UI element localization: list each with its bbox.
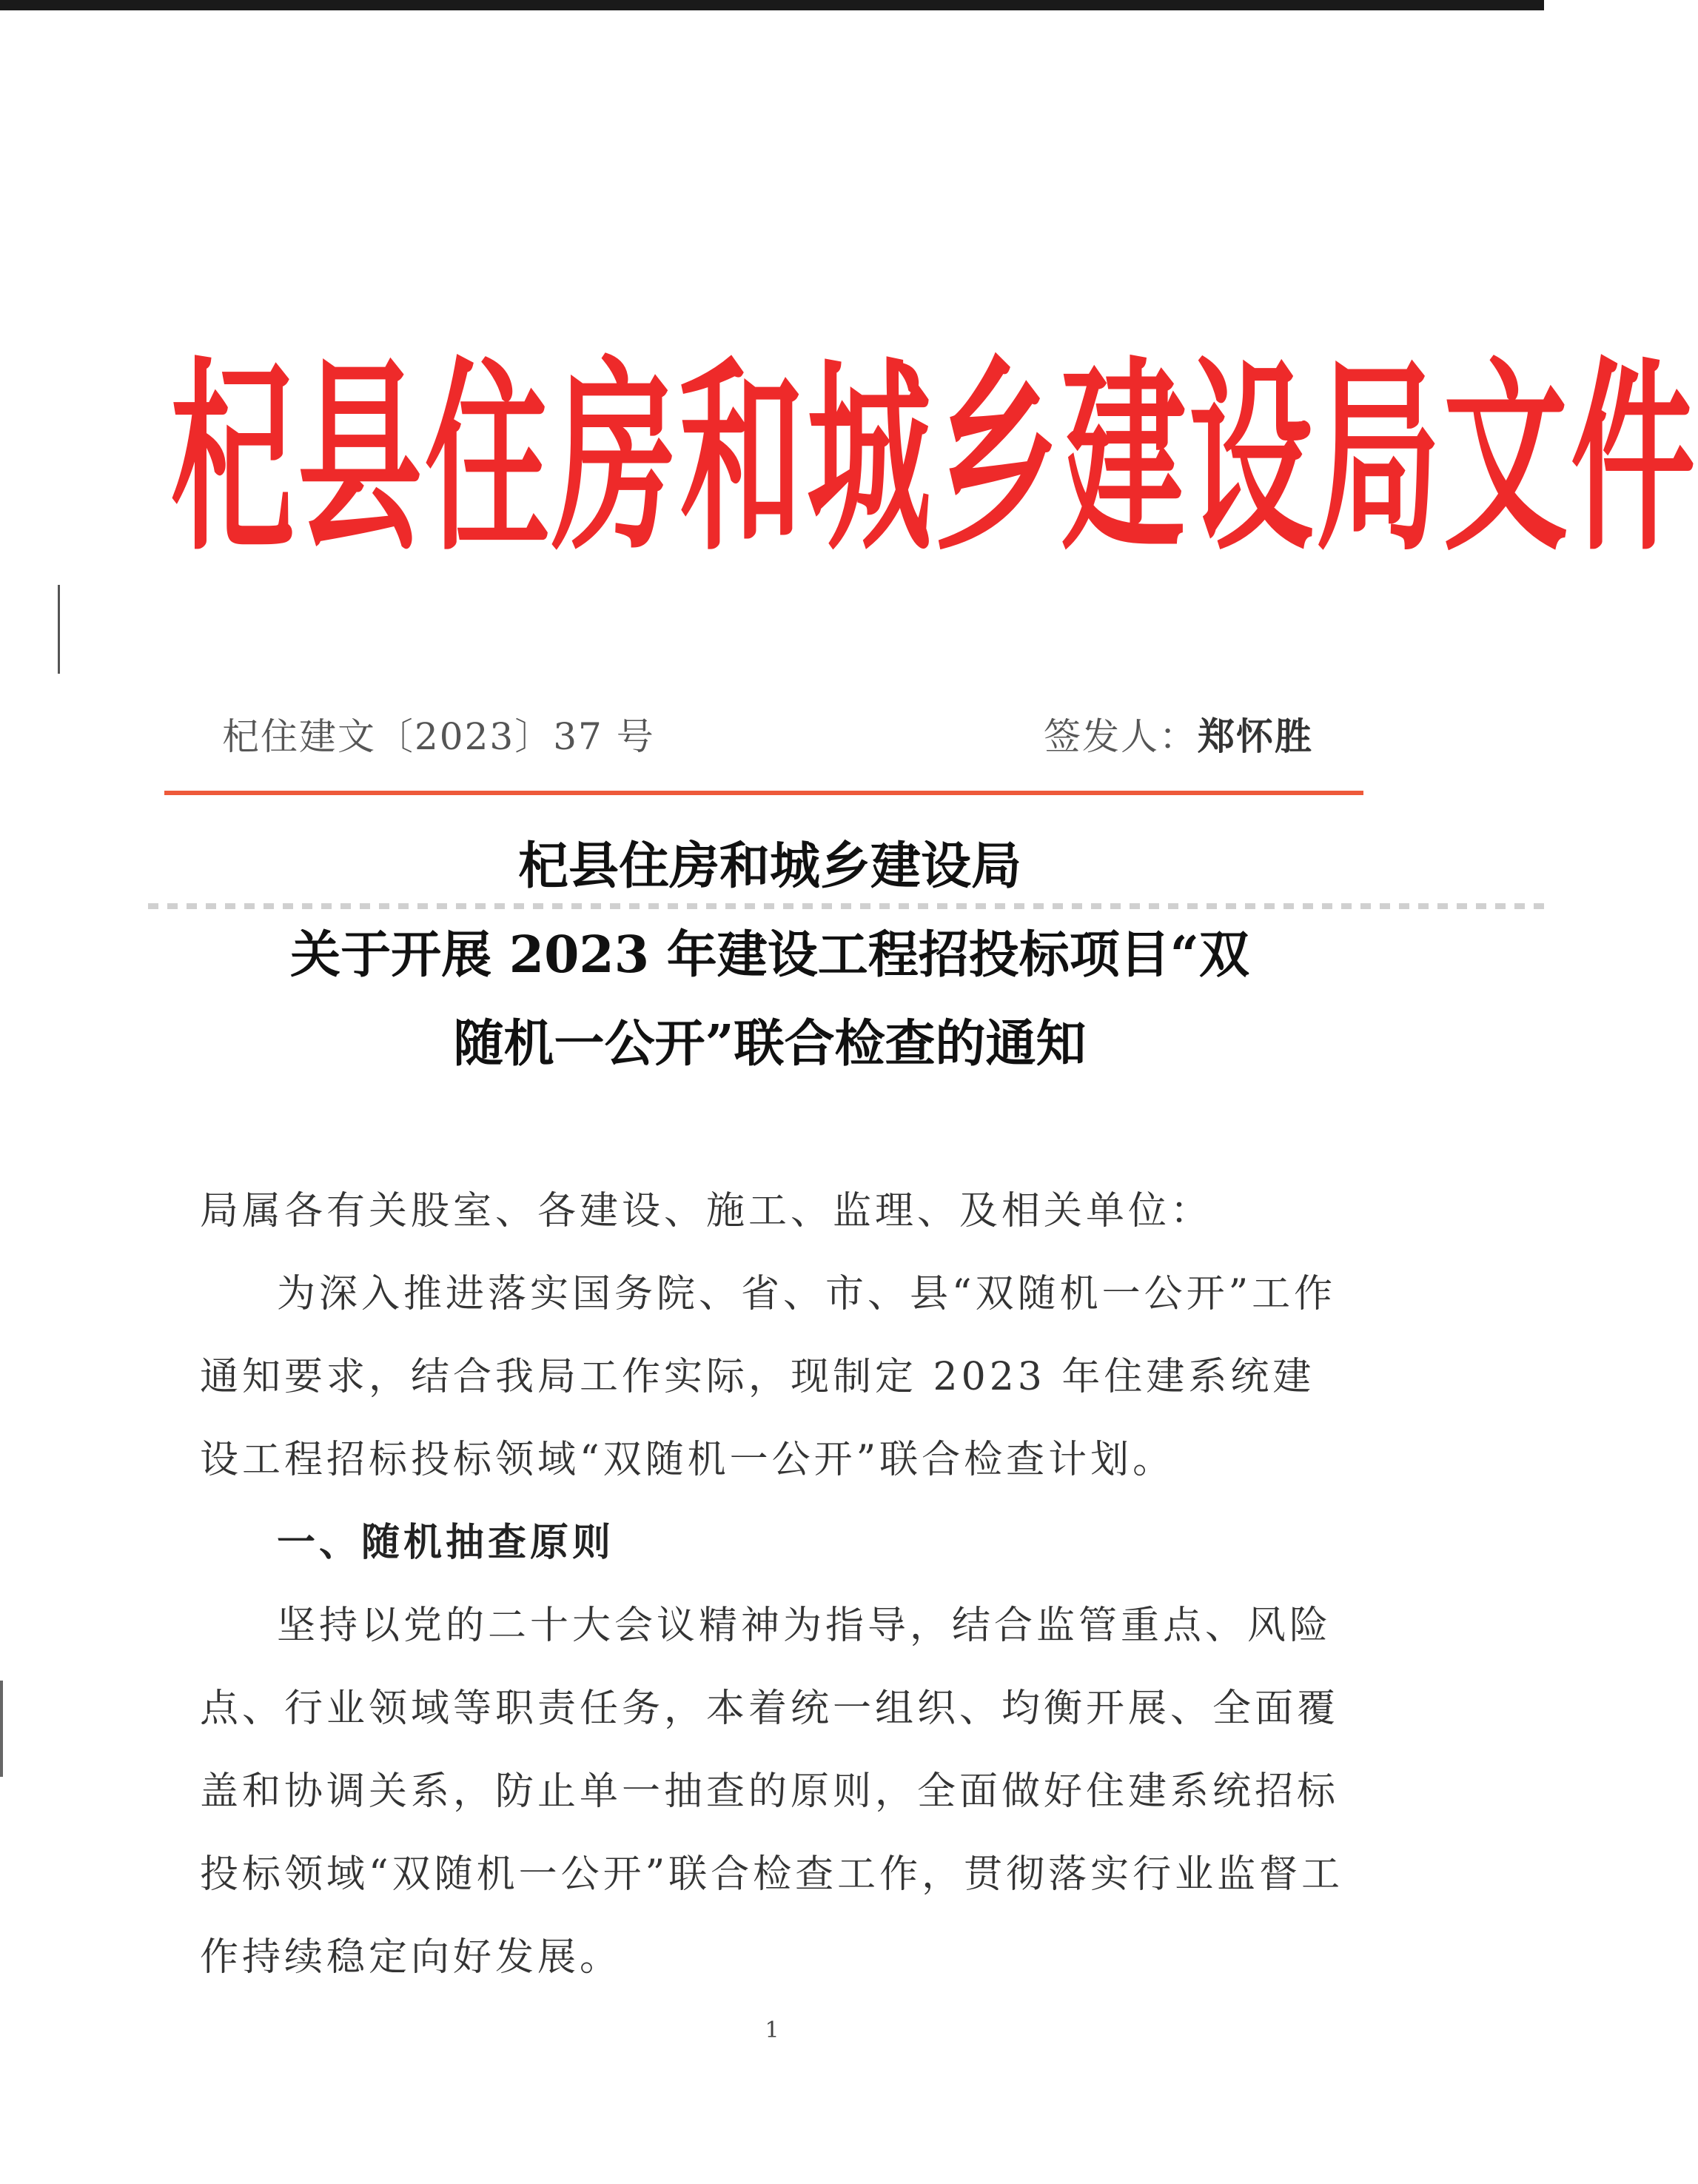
red-divider	[164, 791, 1363, 795]
title-line: 杞县住房和城乡建设局	[517, 837, 1021, 896]
scan-edge-top	[0, 0, 1544, 10]
signer-label: 签发人：	[1044, 715, 1198, 758]
title-line: 关于开展 2023 年建设工程招投标项目“双	[290, 925, 1249, 985]
signer	[1044, 707, 1313, 760]
section-heading: 一、随机抽查原则	[277, 1520, 615, 1565]
agency-header-title: 杞县住房和城乡建设局文件	[170, 339, 1698, 579]
scan-binding-mark	[0, 1681, 7, 1777]
salutation: 局属各有关股室、各建设、施工、监理、及相关单位：	[200, 1189, 1213, 1233]
document-body	[200, 1170, 1355, 1999]
scan-binding-mark	[58, 585, 64, 674]
page-number: 1	[765, 2017, 779, 2043]
document-title	[185, 822, 1355, 1088]
document-number: 杞住建文〔2023〕37 号	[222, 715, 655, 758]
signer-name: 郑怀胜	[1198, 714, 1313, 758]
paragraph: 为深入推进落实国务院、省、市、县“双随机一公开”工作通知要求，结合我局工作实际，现制定 2023 年住建系统建设工程招标投标领域“双随机一公开”联合检查计划。	[200, 1272, 1337, 1482]
paragraph: 坚持以党的二十大会议精神为指导，结合监管重点、风险点、行业领域等职责任务，本着统一组织、均衡开展、全面覆盖和协调关系，防止单一抽查的原则，全面做好住建系统招标投标领域“双随机一公开”联合检查工作，贯彻落实行业监督工作持续稳定向好发展。	[200, 1604, 1344, 1980]
title-line: 随机一公开”联合检查的通知	[453, 1014, 1087, 1073]
